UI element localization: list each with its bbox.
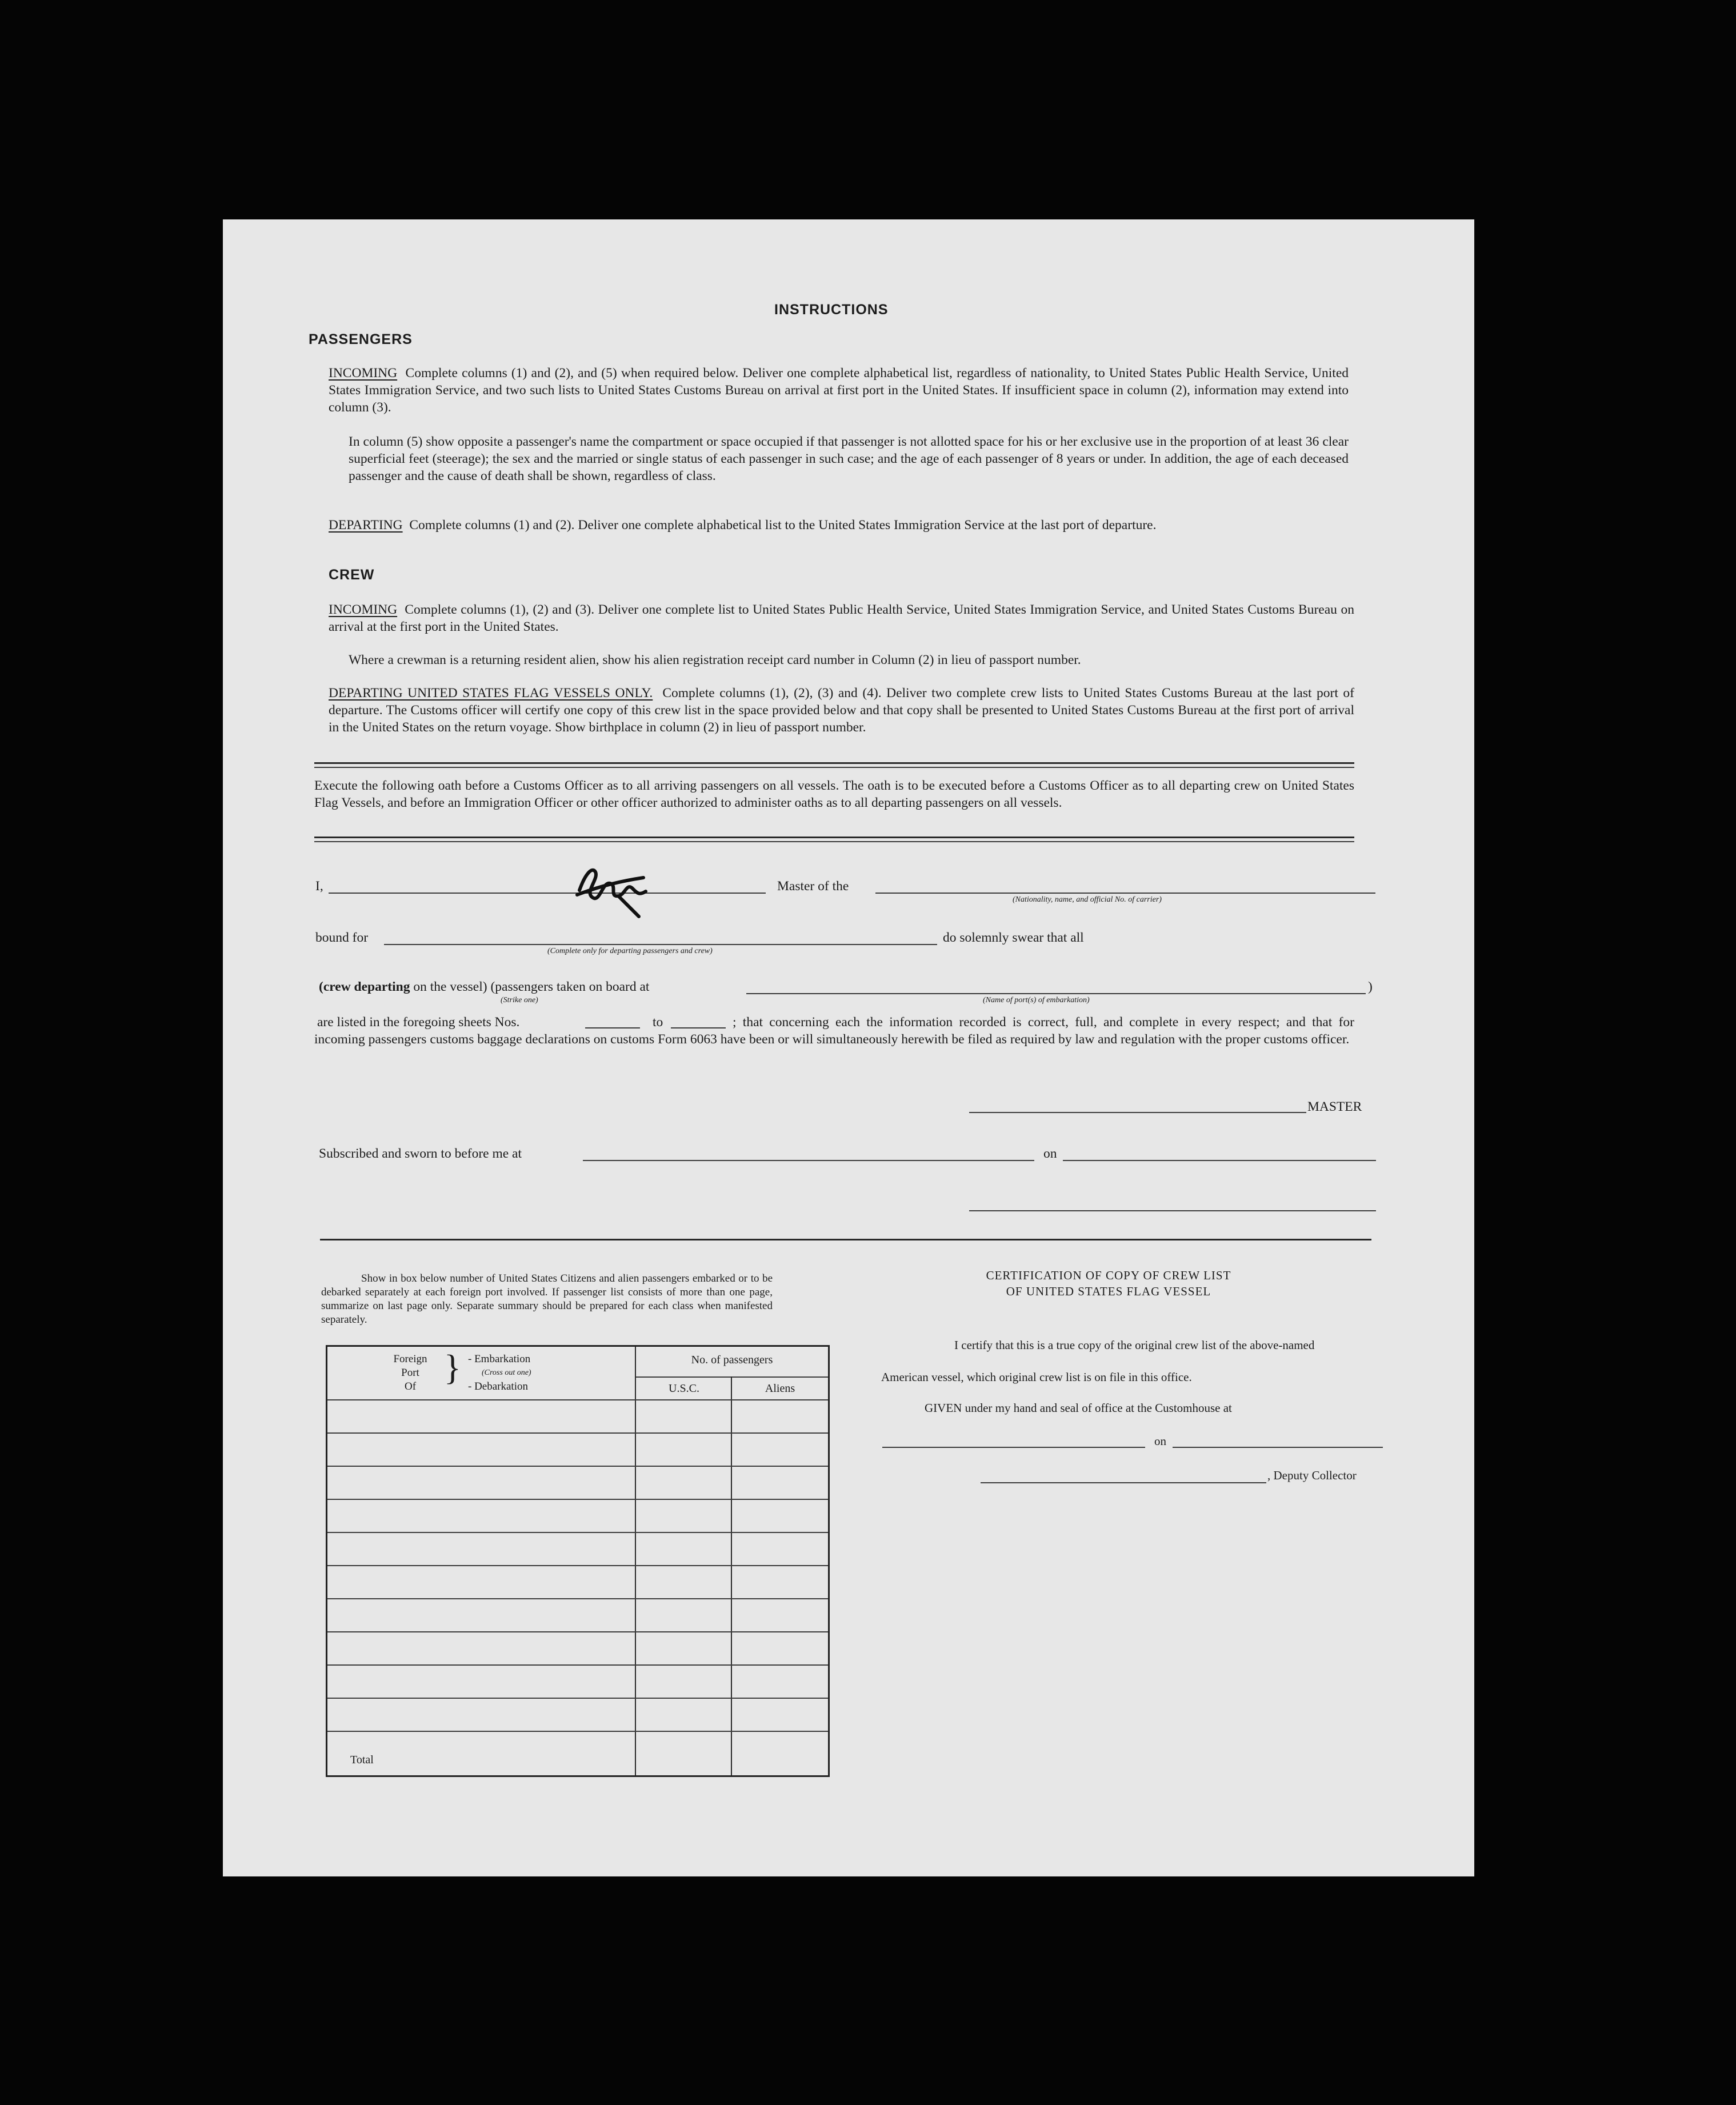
aliens-header: Aliens (765, 1382, 795, 1395)
passengers-departing-paragraph (329, 517, 1349, 534)
table-row-rule (327, 1565, 828, 1566)
of-label: Of (404, 1380, 417, 1392)
total-label: Total (350, 1754, 374, 1766)
divider-rule (314, 841, 1354, 842)
bound-caption: (Complete only for departing passengers and crew) (547, 947, 713, 955)
embarkation-options (468, 1352, 531, 1394)
divider-rule (314, 767, 1354, 768)
given-line: GIVEN under my hand and seal of office at the Customhouse at (925, 1401, 1232, 1415)
foreign-port-header (385, 1352, 436, 1394)
carrier-caption: (Nationality, name, and official No. of carrier) (1013, 895, 1162, 904)
instructions-title: INSTRUCTIONS (774, 302, 889, 318)
crew-flag-text: Complete columns (1), (2), (3) and (4). Deliver two complete crew lists to United States Customs Bureau at the last port of departure. The Customs officer will certify one copy of this crew list in the space provided below and that copy shall be presented to United States Customs Bureau at the first port of arrival in the United States on the return voyage. Show birthplace in column (2) in lieu of passport number. (329, 686, 1355, 735)
crew-incoming-text: Complete columns (1), (2) and (3). Deliver one complete list to United States Public Health Service, United States Immigration Service, and United States Customs Bureau on arrival at the first port in the United States. (329, 602, 1354, 634)
crew-incoming-paragraph (329, 601, 1354, 635)
table-row-rule (327, 1731, 828, 1732)
divider-rule (314, 762, 1354, 764)
certify-line1: I certify that this is a true copy of the original crew list of the above-named (954, 1338, 1315, 1352)
embarkation-port-field[interactable] (746, 993, 1366, 994)
officer-signature-field[interactable] (969, 1210, 1376, 1211)
brace: } (444, 1348, 461, 1387)
master-name-field[interactable] (329, 893, 766, 894)
passengers-heading: PASSENGERS (309, 331, 413, 347)
crew-departing-option[interactable]: (crew departing (319, 979, 410, 994)
oath-i-label: I, (315, 879, 323, 894)
strike-one-line (319, 978, 649, 995)
passengers-departing-label: DEPARTING (329, 518, 403, 533)
subscribed-on-label: on (1043, 1146, 1057, 1161)
deputy-collector-field[interactable] (981, 1482, 1266, 1483)
swear-text: do solemnly swear that all (943, 930, 1084, 945)
certification-title-line2: OF UNITED STATES FLAG VESSEL (1006, 1284, 1211, 1298)
table-row-rule (327, 1698, 828, 1699)
sheets-text-b: ; that concerning each the information recorded is correct, full, and complete in every respect; and that for incoming passengers customs baggage declarations on customs Form 6063 have been or will simultaneously herewith be filed as required by law and regulation with the proper customs officer. (314, 1015, 1354, 1047)
passengers-incoming-label: INCOMING (329, 366, 398, 381)
usc-header: U.S.C. (669, 1382, 699, 1395)
passengers-departing-text: Complete columns (1) and (2). Deliver one complete alphabetical list to the United States Immigration Service at the last port of departure. (409, 518, 1157, 533)
master-signature-field[interactable] (969, 1112, 1306, 1113)
passengers-taken-option[interactable]: (passengers taken on board at (490, 979, 650, 994)
crew-heading: CREW (329, 567, 375, 583)
form-page (223, 219, 1474, 1876)
column-rule (635, 1347, 636, 1775)
crew-incoming-label: INCOMING (329, 602, 398, 617)
carrier-field[interactable] (875, 893, 1375, 894)
crew-resident-paragraph: Where a crewman is a returning resident alien, show his alien registration receipt card number in Column (2) in lieu of passport number. (349, 653, 1081, 667)
subscribed-date-field[interactable] (1063, 1160, 1376, 1161)
foreign-label: Foreign (393, 1353, 427, 1365)
cert-date-field[interactable] (1173, 1447, 1383, 1448)
deputy-collector-label: , Deputy Collector (1267, 1468, 1357, 1482)
master-label: MASTER (1307, 1099, 1362, 1114)
port-caption: (Name of port(s) of embarkation) (983, 996, 1090, 1005)
table-row-rule (327, 1664, 828, 1666)
table-row-rule (327, 1532, 828, 1533)
passengers-incoming-paragraph (329, 365, 1349, 416)
cross-out-label: (Cross out one) (482, 1368, 531, 1377)
bound-for-label: bound for (315, 930, 369, 945)
crew-flag-label: DEPARTING UNITED STATES FLAG VESSELS ONLY. (329, 686, 653, 701)
column5-paragraph: In column (5) show opposite a passenger's name the compartment or space occupied if that passenger is not allotted space for his or her exclusive use in the proportion of at least 36 clear superficial feet (steerage); the sex and the married or single status of each passenger in such case; and the age of each passenger of 8 years or under. In addition, the age of each deceased passenger and the cause of death shall be shown, regardless of class. (349, 434, 1349, 483)
close-paren: ) (1368, 979, 1373, 994)
master-signature (566, 843, 697, 923)
divider-rule (320, 1239, 1371, 1240)
debarkation-label[interactable]: - Debarkation (468, 1380, 528, 1392)
column-rule (731, 1376, 732, 1775)
crew-flag-paragraph (329, 685, 1354, 736)
sheets-to-label: to (653, 1015, 663, 1030)
table-row-rule (327, 1432, 828, 1434)
summary-table (326, 1345, 830, 1777)
master-of-label: Master of the (777, 879, 849, 894)
embarkation-label[interactable]: - Embarkation (468, 1353, 531, 1365)
table-row-rule (327, 1466, 828, 1467)
certification-title (926, 1267, 1291, 1299)
bound-for-field[interactable] (384, 944, 937, 945)
sheets-text-a: are listed in the foregoing sheets Nos. (317, 1015, 520, 1030)
summary-instructions: Show in box below number of United States Citizens and alien passengers embarked or to be debarked separately at each foreign port involved. If passenger list consists of more than one page, summarize on last page only. Separate summary should be prepared for each class when manifested separately. (321, 1272, 773, 1326)
on-vessel-text: on the vessel) (413, 979, 487, 994)
passengers-incoming-text: Complete columns (1) and (2), and (5) when required below. Deliver one complete alphabetical list, regardless of nationality, to United States Public Health Service, United States Immigration Service, and two such lists to United States Customs Bureau on arrival at first port in the United States. If insufficient space in column (2), information may extend into column (3). (329, 366, 1349, 415)
table-row-rule (327, 1598, 828, 1599)
subscribed-place-field[interactable] (583, 1160, 1034, 1161)
port-label: Port (401, 1367, 419, 1379)
no-of-passengers-header: No. of passengers (691, 1354, 773, 1366)
cert-on-label: on (1154, 1434, 1166, 1448)
divider-rule (314, 837, 1354, 838)
table-row-rule (327, 1499, 828, 1500)
certify-line2: American vessel, which original crew list is on file in this office. (881, 1370, 1192, 1384)
strike-caption: (Strike one) (501, 996, 538, 1005)
certification-title-line1: CERTIFICATION OF COPY OF CREW LIST (986, 1268, 1231, 1282)
header-bottom-rule (327, 1399, 828, 1400)
header-rule (636, 1376, 828, 1378)
table-row-rule (327, 1631, 828, 1632)
oath-intro: Execute the following oath before a Customs Officer as to all arriving passengers on all vessels. The oath is to be executed before a Customs Officer as to all departing crew on United States Flag Vessels, and before an Immigration Officer or other officer authorized to administer oaths as to all departing passengers on all vessels. (314, 778, 1354, 810)
customhouse-field[interactable] (882, 1447, 1145, 1448)
subscribed-label: Subscribed and sworn to before me at (319, 1146, 522, 1161)
